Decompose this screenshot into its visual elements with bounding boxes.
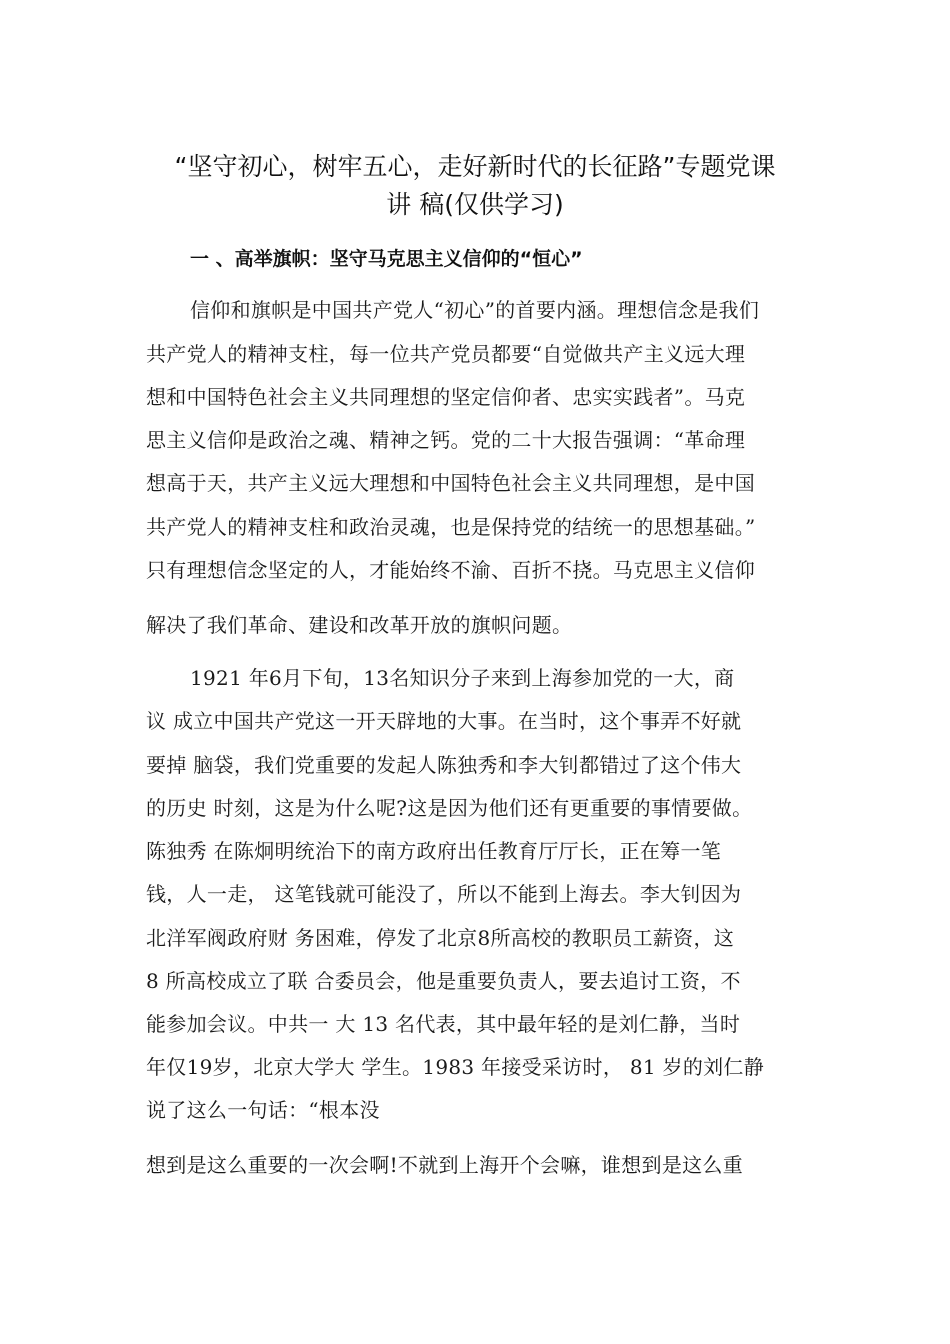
section-heading: 一 、高举旗帜：坚守马克思主义信仰的“恒心” [190,248,583,270]
paragraph-line: 的历史 时刻，这是为什么呢?这是因为他们还有更重要的事情要做。 [146,796,753,820]
paragraph-line: 想到是这么重要的一次会啊!不就到上海开个会嘛，谁想到是这么重 [146,1153,744,1177]
paragraph-line: 想和中国特色社会主义共同理想的坚定信仰者、忠实实践者”。马克 [146,385,746,409]
paragraph-line: 说了这么一句话：“根本没 [146,1098,380,1122]
paragraph-line: 8 所高校成立了联 合委员会，他是重要负责人，要去追讨工资，不 [146,969,741,993]
paragraph-line: 陈独秀 在陈炯明统治下的南方政府出任教育厅厅长，正在筹一笔 [146,839,722,863]
paragraph-line: 只有理想信念坚定的人，才能始终不渝、百折不挠。马克思主义信仰 [146,558,755,582]
paragraph-line: 1921 年6月下旬，13名知识分子来到上海参加党的一大，商 [190,666,735,690]
document-title-line-1: “坚守初心，树牢五心，走好新时代的长征路”专题党课 [174,152,776,181]
paragraph-line: 年仅19岁，北京大学大 学生。1983 年接受采访时， 81 岁的刘仁静 [146,1055,765,1079]
paragraph-line: 思主义信仰是政治之魂、精神之钙。党的二十大报告强调：“革命理 [146,428,746,452]
document-title-line-2: 讲 稿(仅供学习) [386,190,564,219]
paragraph-line: 想高于天，共产主义远大理想和中国特色社会主义共同理想，是中国 [146,471,755,495]
paragraph-line: 信仰和旗帜是中国共产党人“初心”的首要内涵。理想信念是我们 [190,298,760,322]
paragraph-line: 北洋军阀政府财 务困难，停发了北京8所高校的教职员工薪资，这 [146,926,735,950]
paragraph-line: 要掉 脑袋，我们党重要的发起人陈独秀和李大钊都错过了这个伟大 [146,753,742,777]
paragraph-line: 能参加会议。中共一 大 13 名代表，其中最年轻的是刘仁静，当时 [146,1012,741,1036]
paragraph-line: 共产党人的精神支柱，每一位共产党员都要“自觉做共产主义远大理 [146,342,746,366]
paragraph-line: 解决了我们革命、建设和改革开放的旗帜问题。 [146,613,573,637]
paragraph-line: 钱，人一走， 这笔钱就可能没了，所以不能到上海去。李大钊因为 [146,882,742,906]
paragraph-line: 议 成立中国共产党这一开天辟地的大事。在当时，这个事弄不好就 [146,709,742,733]
paragraph-line: 共产党人的精神支柱和政治灵魂，也是保持党的结统一的思想基础。” [146,515,756,539]
